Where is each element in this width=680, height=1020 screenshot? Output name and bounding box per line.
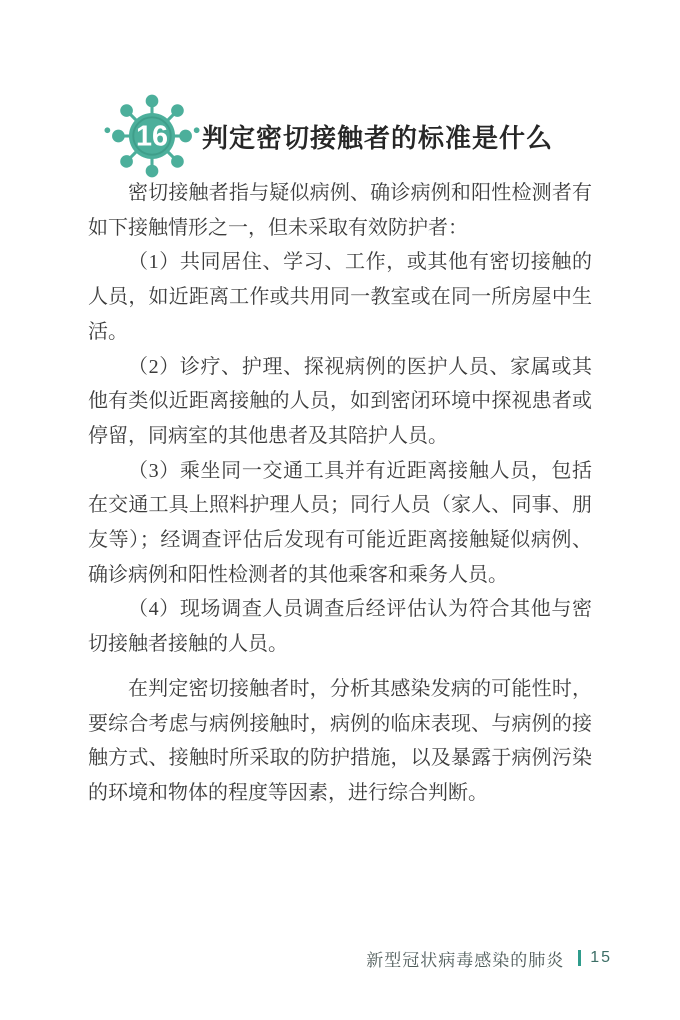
footer-book-title: 新型冠状病毒感染的肺炎 [366,950,565,970]
virus-number-icon [104,88,200,184]
paragraph-item-1: （1）共同居住、学习、工作，或其他有密切接触的人员，如近距离工作或共用同一教室或在同一所房屋中生活。 [88,251,592,343]
section-number: 16 [135,120,169,153]
paragraph-summary: 在判定密切接触者时，分析其感染发病的可能性时，要综合考虑与病例接触时，病例的临床表现、与病例的接触方式、接触时所采取的防护措施，以及暴露于病例污染的环境和物体的程度等因素，进行综合判断。 [88,677,592,804]
paragraph-item-4: （4）现场调查人员调查后经评估认为符合其他与密切接触者接触的人员。 [88,598,592,656]
virus-dot-right [194,127,200,133]
virus-dot-left [104,127,110,133]
paragraph-item-2: （2）诊疗、护理、探视病例的医护人员、家属或其他有类似近距离接触的人员，如到密闭环境中探视患者或停留，同病室的其他患者及其陪护人员。 [88,355,592,447]
section-title: 判定密切接触者的标准是什么 [202,122,554,153]
paragraph-intro: 密切接触者指与疑似病例、确诊病例和阳性检测者有如下接触情形之一，但未采取有效防护者： [88,182,592,239]
paragraph-item-3: （3）乘坐同一交通工具并有近距离接触人员，包括在交通工具上照料护理人员；同行人员（家人、同事、朋友等）；经调查评估后发现有可能近距离接触疑似病例、确诊病例和阳性检测者的其他乘客和乘务人员。 [88,459,592,586]
footer-divider-bar [578,950,581,966]
page-footer [366,946,612,970]
footer-page-number: 15 [590,949,612,966]
body-text [88,176,592,811]
section-header [104,88,553,184]
